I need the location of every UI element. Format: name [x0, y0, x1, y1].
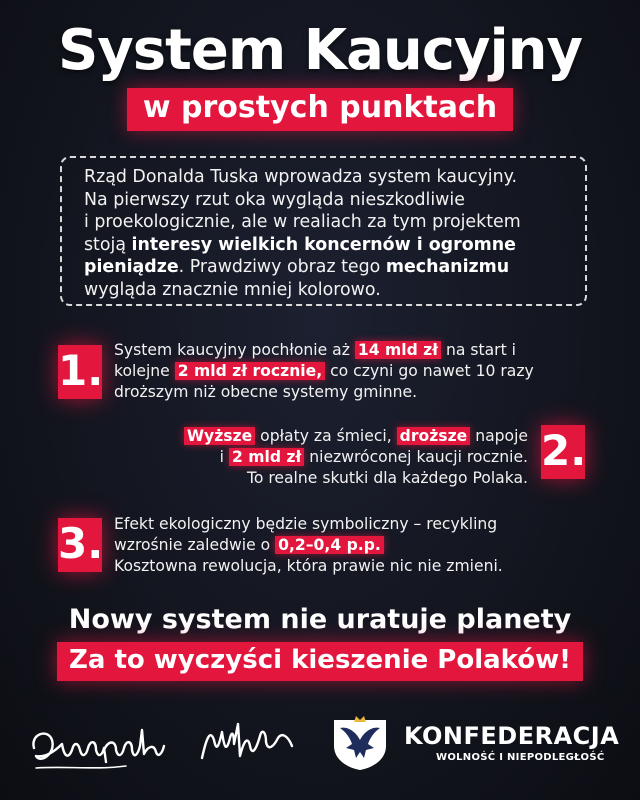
- point-highlight: Wyższe: [184, 427, 255, 445]
- point-1-text: [114, 340, 534, 403]
- point-highlight: 14 mld zł: [355, 341, 441, 359]
- intro-line-4: [84, 234, 575, 257]
- point-3-line-3: Kosztowna rewolucja, która prawie nic nie zmieni.: [114, 557, 503, 575]
- point-text: kolejne: [114, 362, 175, 380]
- point-2-text: [184, 426, 528, 489]
- intro-emphasis: pieniądze: [84, 257, 179, 277]
- intro-box: [60, 156, 587, 306]
- intro-line-6: wygląda znacznie mniej kolorowo.: [84, 279, 381, 300]
- org-name: KONFEDERACJA: [404, 722, 620, 750]
- intro-line-3: i proekologicznie, ale w realiach za tym projektem: [84, 212, 521, 232]
- page-subtitle: w prostych punktach: [127, 88, 513, 131]
- point-3-number: 3.: [58, 518, 102, 572]
- point-1-number: 1.: [58, 345, 102, 399]
- point-text: napoje: [470, 427, 528, 445]
- intro-line-5: [84, 256, 575, 279]
- handwritten-signature: [26, 710, 306, 780]
- point-3-line-2: [114, 535, 503, 556]
- intro-text: stoją: [84, 234, 132, 255]
- intro-emphasis: mechanizmu: [385, 257, 510, 277]
- footer-callout: Za to wyczyści kieszenie Polaków!: [57, 642, 583, 681]
- point-text: na start i: [441, 341, 516, 359]
- intro-text: . Prawdziwy obraz tego: [178, 257, 386, 277]
- eagle-logo-icon: [330, 712, 390, 772]
- point-1-line-2: [114, 361, 534, 382]
- point-1-line-1: [114, 340, 534, 361]
- footer-statement: Nowy system nie uratuje planety: [68, 604, 572, 635]
- point-2-line-2: [184, 447, 528, 468]
- point-highlight: 0,2–0,4 p.p.: [275, 536, 384, 554]
- footer-callout-wrap: [0, 642, 640, 681]
- point-text: wzrośnie zaledwie o: [114, 536, 276, 554]
- point-3-text: [114, 514, 503, 577]
- point-2-line-1: [184, 426, 528, 447]
- org-tagline: WOLNOŚĆ I NIEPODLEGŁOŚĆ: [436, 752, 605, 763]
- intro-emphasis: interesy wielkich koncernów i ogromne: [131, 234, 516, 255]
- point-text: i: [219, 448, 229, 466]
- intro-line-2: Na pierwszy rzut oka wygląda nieszkodliwie: [84, 189, 465, 210]
- point-text: co czyni go nawet 10 razy: [325, 362, 534, 380]
- point-highlight: 2 mld zł rocznie,: [175, 362, 325, 380]
- point-text: opłaty za śmieci,: [255, 427, 397, 445]
- point-text: System kaucyjny pochłonie aż: [114, 341, 355, 359]
- point-1-line-3: droższym niż obecne systemy gminne.: [114, 383, 418, 401]
- point-2-number: 2.: [541, 425, 585, 479]
- point-highlight: 2 mld zł: [229, 448, 304, 466]
- point-2-line-3: To realne skutki dla każdego Polaka.: [246, 469, 528, 487]
- point-text: niezwróconej kaucji rocznie.: [304, 448, 528, 466]
- point-3-line-1: Efekt ekologiczny będzie symboliczny – recykling: [114, 515, 498, 533]
- subtitle-wrap: [0, 88, 640, 131]
- intro-line-1: Rząd Donalda Tuska wprowadza system kaucyjny.: [84, 167, 518, 187]
- page-title: System Kaucyjny: [57, 18, 583, 83]
- point-highlight: droższe: [397, 427, 471, 445]
